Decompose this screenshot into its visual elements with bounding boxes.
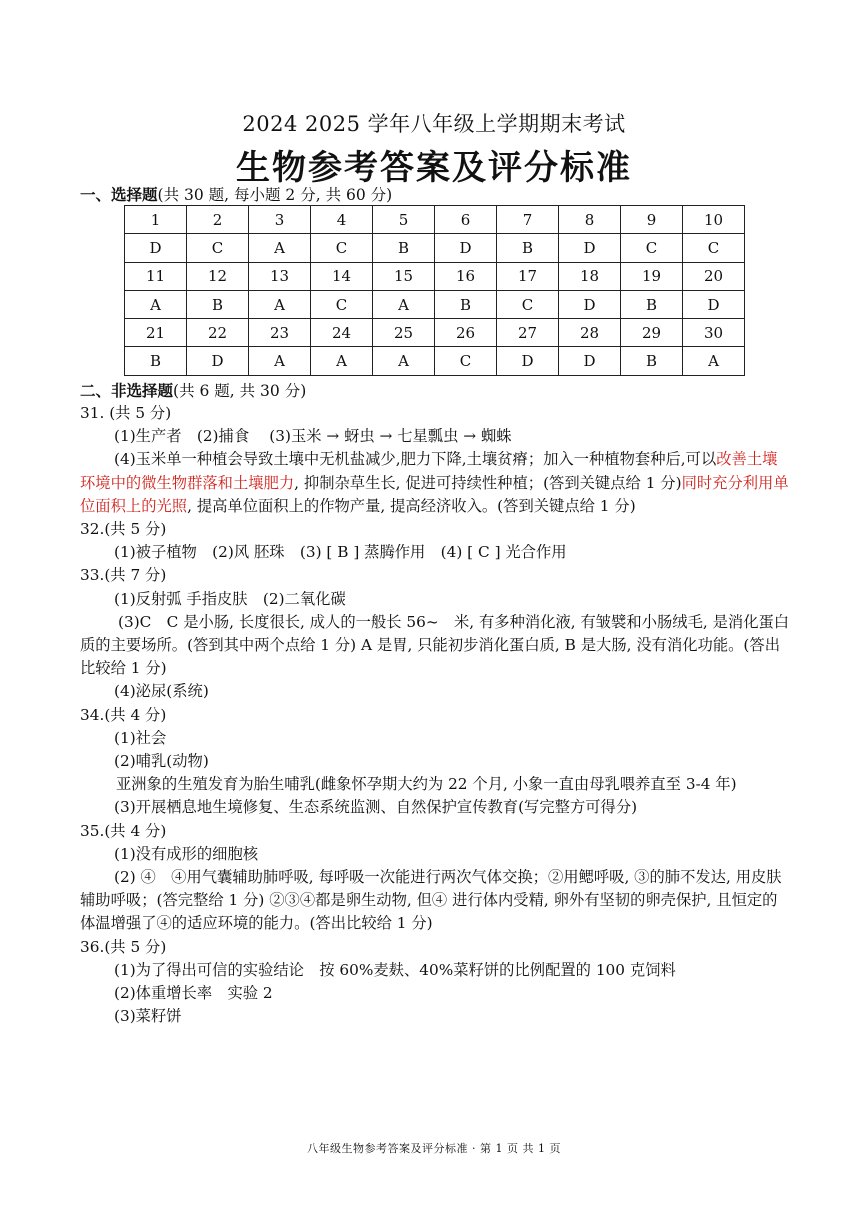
answer-cell: D [187,347,249,375]
answer-cell: D [559,234,621,262]
answer-cell: D [125,234,187,262]
question-number-cell: 10 [683,206,745,234]
answer-cell: C [683,234,745,262]
question-number-cell: 20 [683,262,745,290]
question-number-cell: 15 [373,262,435,290]
question-number-cell: 7 [497,206,559,234]
question-number-cell: 23 [249,319,311,347]
q33-line-1: (1)反射弧 手指皮肤 (2)二氧化碳 [114,589,346,608]
question-number-cell: 26 [435,319,497,347]
answer-cell: D [435,234,497,262]
q33-heading: 33.(共 7 分) [80,566,167,585]
question-number-cell: 22 [187,319,249,347]
question-number-cell: 5 [373,206,435,234]
answer-table [124,205,745,376]
q31-paragraph [80,448,792,518]
q36-line-3: (3)菜籽饼 [114,1007,182,1026]
answer-cell: B [125,347,187,375]
q36-line-1: (1)为了得出可信的实验结论 按 60%麦麸、40%菜籽饼的比例配置的 100 克饲料 [114,960,676,979]
question-number-cell: 6 [435,206,497,234]
answer-cell: A [249,290,311,318]
question-number-cell: 16 [435,262,497,290]
answer-cell: D [559,347,621,375]
question-number-cell: 8 [559,206,621,234]
question-number-cell: 9 [621,206,683,234]
section-2-label: 二、非选择题 [80,382,174,400]
question-number-cell: 12 [187,262,249,290]
page-title: 生物参考答案及评分标准 [236,148,632,188]
answer-cell: A [125,290,187,318]
answer-row [125,234,745,262]
q32-line-1: (1)被子植物 (2)风 胚珠 (3) [ B ] 蒸腾作用 (4) [ C ] 光合作用 [114,543,567,562]
answer-cell: D [559,290,621,318]
q31-heading: 31. (共 5 分) [80,404,172,422]
exam-subtitle: 2024 2025 学年八年级上学期期末考试 [242,112,626,136]
answer-cell: C [311,234,373,262]
answer-cell: C [621,234,683,262]
answer-row [125,290,745,318]
question-number-cell: 4 [311,206,373,234]
q34-line-3: (3)开展栖息地生境修复、生态系统监测、自然保护宣传教育(写完整方可得分) [114,798,638,817]
question-number-cell: 17 [497,262,559,290]
question-number-cell: 19 [621,262,683,290]
q31-highlight-2: 同时充分利用单位面积上的光照 [80,473,789,515]
question-number-cell: 28 [559,319,621,347]
question-number-cell: 25 [373,319,435,347]
q31-text-c: , 提高单位面积上的作物产量, 提高经济收入。(答到关键点给 1 分) [187,496,636,515]
answer-cell: B [621,290,683,318]
question-number-cell: 11 [125,262,187,290]
q36-heading: 36.(共 5 分) [80,937,167,956]
question-number-row [125,262,745,290]
section-2-note: (共 6 题, 共 30 分) [173,382,307,400]
question-number-cell: 14 [311,262,373,290]
q34-line-1: (1)社会 [114,728,167,747]
page-footer: 八年级生物参考答案及评分标准 · 第 1 页 共 1 页 [307,1142,561,1155]
question-number-cell: 2 [187,206,249,234]
q36-line-2: (2)体重增长率 实验 2 [114,984,273,1003]
question-number-cell: 18 [559,262,621,290]
question-number-cell: 1 [125,206,187,234]
answer-cell: A [311,347,373,375]
answer-cell: C [187,234,249,262]
answer-cell: C [311,290,373,318]
q31-text-b: , 抑制杂草生长, 促进可持续性种植；(答到关键点给 1 分) [294,473,682,492]
question-number-cell: 29 [621,319,683,347]
question-number-cell: 27 [497,319,559,347]
section-1-note: (共 30 题, 每小题 2 分, 共 60 分) [157,186,393,204]
question-number-row [125,206,745,234]
q35-line-1: (1)没有成形的细胞核 [114,844,259,863]
q35-paragraph: (2) ④ ④用气囊辅助肺呼吸, 每呼吸一次能进行两次气体交换；②用鳃呼吸, ③的肺不发达, 用皮肤辅助呼吸；(答完整给 1 分) ②③④都是卵生动物, 但④ 进行体内受精, 卵外有坚韧的卵壳保护, 且恒定的体温增强了④的适应环境的能力。(答出比较给 1 分) [80,868,782,933]
answer-cell: B [187,290,249,318]
q33-line-4: (4)泌尿(系统) [114,682,209,701]
answer-cell: B [497,234,559,262]
q31-text-a: (4)玉米单一种植会导致土壤中无机盐减少,肥力下降,土壤贫瘠；加入一种植物套种后,可以 [114,450,717,469]
answer-cell: A [683,347,745,375]
answer-cell: A [373,347,435,375]
answers-body [80,402,792,1028]
section-2-heading [80,379,306,401]
q34-heading: 34.(共 4 分) [80,705,167,724]
answer-cell: A [373,290,435,318]
q33-paragraph: (3)C C 是小肠, 长度很长, 成人的一般长 56~ 米, 有多种消化液, 有皱襞和小肠绒毛, 是消化蛋白质的主要场所。(答到其中两个点给 1 分) A 是胃, 只能初步消化蛋白质, B 是大肠, 没有消化功能。(答出比较给 1 分) [80,612,790,678]
answer-cell: B [373,234,435,262]
question-number-cell: 30 [683,319,745,347]
q32-heading: 32.(共 5 分) [80,520,167,539]
question-number-cell: 3 [249,206,311,234]
q34-line-2: (2)哺乳(动物) [114,752,209,771]
answer-cell: C [497,290,559,318]
answer-cell: D [497,347,559,375]
answer-row [125,347,745,375]
answer-cell: D [683,290,745,318]
q31-line-1: (1)生产者 (2)捕食 (3)玉米 → 蚜虫 → 七星瓢虫 → 蜘蛛 [114,427,512,446]
section-1-heading [80,183,392,205]
q34-paragraph: 亚洲象的生殖发育为胎生哺乳(雌象怀孕期大约为 22 个月, 小象一直由母乳喂养直至 3-4 年) [116,775,737,794]
answer-cell: A [249,234,311,262]
question-number-cell: 21 [125,319,187,347]
q31-highlight-1: 改善土壤环境中的微生物群落和土壤肥力 [80,450,778,492]
answer-cell: C [435,347,497,375]
section-1-label: 一、选择题 [80,186,158,204]
answer-cell: B [435,290,497,318]
q35-heading: 35.(共 4 分) [80,821,167,840]
answer-cell: B [621,347,683,375]
question-number-row [125,319,745,347]
question-number-cell: 13 [249,262,311,290]
answer-cell: A [249,347,311,375]
question-number-cell: 24 [311,319,373,347]
